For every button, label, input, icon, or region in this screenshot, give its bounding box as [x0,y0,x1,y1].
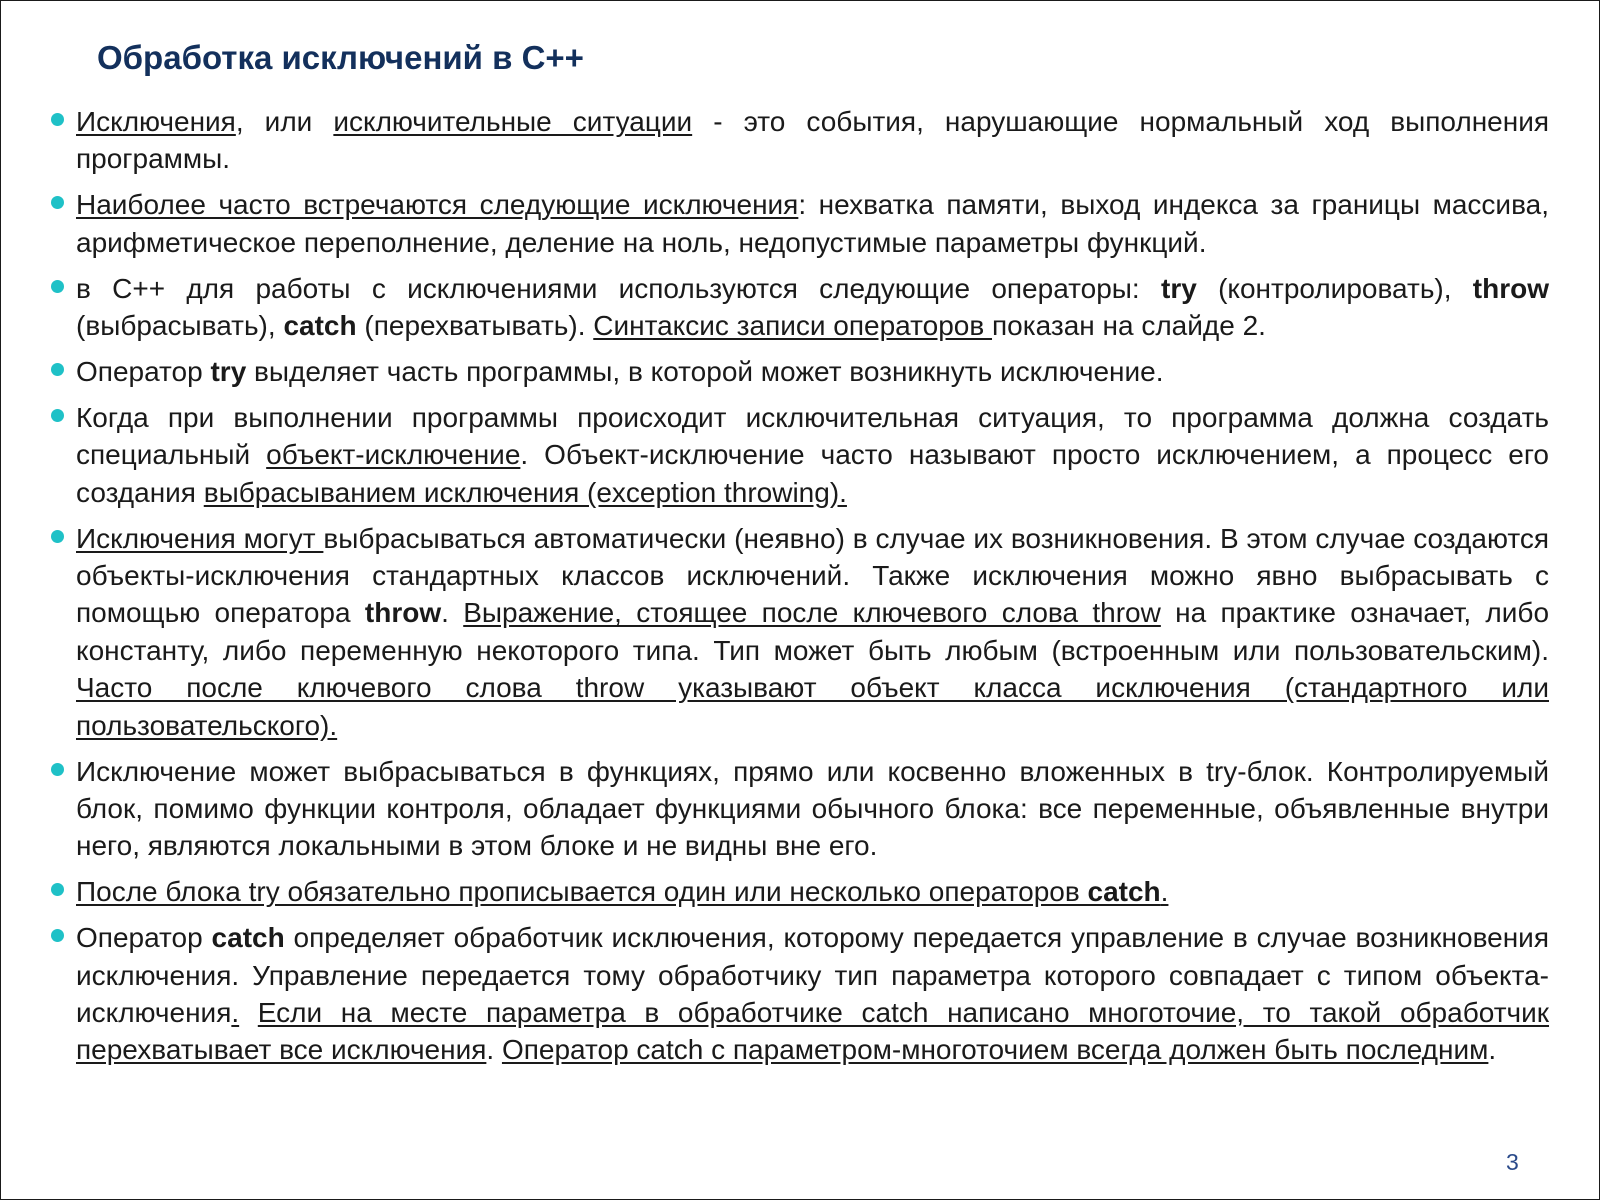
text-segment: Исключение может выбрасываться в функциях, прямо или косвенно вложенных в try-блок. Контролируемый блок, помимо функции контроля, обладает функциями обычного блока: все переменные, объявленные внутри него, являются локальными в этом блоке и не видны вне его. [76,755,1549,862]
keyword-catch: catch [211,922,285,954]
text-segment: - это события, нарушающие нормальный ход выполнения программы. [76,106,1549,175]
bullet-item-9 [49,919,1549,1069]
keyword-throw: throw [1472,272,1549,304]
bullet-dot-icon [51,113,64,126]
text-segment: Оператор [76,922,212,954]
text-segment: . [486,1034,502,1066]
keyword-catch: catch [1087,876,1161,908]
text-segment: Оператор [76,355,211,387]
bullet-item-2 [49,186,1549,261]
text-segment: . [1160,876,1169,908]
text-segment: (контролировать), [1196,272,1473,304]
bullet-item-4 [49,353,1549,390]
bullet-item-1 [49,103,1549,178]
bullet-item-6 [49,520,1549,744]
bullet-dot-icon [51,409,64,422]
text-segment: Когда при выполнении программы происходит исключительная ситуация, то программа должна создать специальный [76,401,1549,471]
bullet-item-5 [49,399,1549,511]
keyword-try: try [210,355,247,387]
bullet-dot-icon [51,763,64,776]
text-segment: показан на слайде 2. [992,310,1266,342]
bullet-list [49,103,1549,1077]
underlined-phrase: Наиболее часто встречаются следующие исключения [76,189,799,221]
text-segment: (выбрасывать), [76,310,284,342]
text-segment: на практике означает, либо константу, либо переменную некоторого типа. Тип может быть любым (встроенным или пользовательским). [76,597,1550,666]
term-exception-object: объект-исключение [266,439,521,471]
text-segment: определяет обработчик исключения, которому передается управление в случае возникновения исключения. Управление передается тому обработчику тип параметра которого совпадает с типом объекта-исключения [76,922,1549,1028]
underlined-phrase: Если на месте параметра в обработчике catch написано многоточие, то такой обработчик перехватывает все исключения [76,996,1550,1066]
bullet-dot-icon [51,196,64,209]
text-segment: . [231,996,240,1028]
text-segment: выделяет часть программы, в которой может возникнуть исключение. [246,355,1164,387]
underlined-phrase: Выражение, стоящее после ключевого слова throw [463,597,1161,629]
keyword-catch: catch [283,310,357,342]
text-segment: . [441,597,464,629]
term-exception-throwing: выбрасыванием исключения (exception throwing). [203,476,847,508]
underlined-phrase: После блока try обязательно прописывается один или несколько операторов [76,876,1088,908]
bullet-dot-icon [51,280,64,293]
text-segment [239,997,258,1028]
bullet-item-7 [49,753,1549,865]
underlined-phrase: Оператор catch с параметром-многоточием всегда должен быть последним [501,1034,1489,1066]
text-segment: в C++ для работы с исключениями используются следующие операторы: [76,272,1161,304]
bullet-dot-icon [51,363,64,376]
text-segment: . Объект-исключение часто называют просто исключением, а процесс его создания [76,439,1549,508]
bullet-dot-icon [51,530,64,543]
term-exceptional-situations: исключительные ситуации [333,106,693,137]
text-segment: : нехватка памяти, выход индекса за границы массива, арифметическое переполнение, деление на ноль, недопустимые параметры функций. [76,189,1549,258]
term-exceptions: Исключения [76,106,236,137]
text-segment: выбрасываться автоматически (неявно) в случае их возникновения. В этом случае создаются объекты-исключения стандартных классов исключений. Также исключения можно явно выбрасывать с помощью оператора [76,522,1550,629]
bullet-item-8 [49,873,1549,910]
text-segment: . [1488,1034,1497,1066]
keyword-try: try [1161,272,1197,304]
underlined-phrase: Исключения могут [76,522,324,554]
syntax-reference-link: Синтаксис записи операторов [593,310,993,342]
page-number: 3 [1506,1149,1519,1175]
keyword-throw: throw [364,597,442,629]
text-segment: (перехватывать). [356,310,594,342]
slide-title: Обработка исключений в С++ [97,39,584,76]
bullet-dot-icon [51,883,64,896]
underlined-phrase: Часто после ключевого слова throw указывают объект класса исключения (стандартного или пользовательского). [76,672,1549,741]
bullet-item-3 [49,270,1549,345]
bullet-dot-icon [51,929,64,942]
text-segment: , или [235,106,334,137]
